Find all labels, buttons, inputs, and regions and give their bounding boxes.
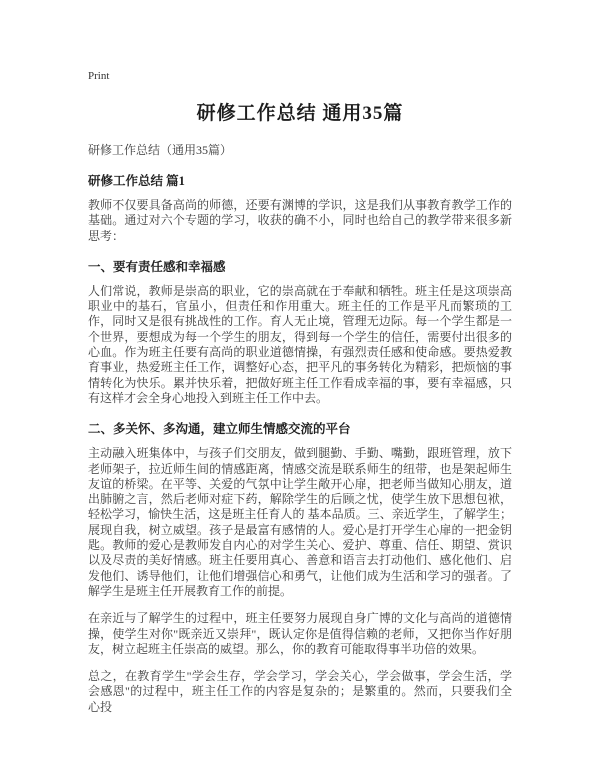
section-heading-1: 一、要有责任感和幸福感 [88, 259, 226, 274]
page-title: 研修工作总结 通用35篇 [196, 103, 404, 124]
section-heading-2: 二、多关怀、多沟通，建立师生情感交流的平台 [88, 422, 351, 437]
paragraph-summary: 总之，在教育学生"学会生存，学会学习，学会关心，学会做事，学会生活，学会感恩"的过程中，班主任工作的内容是复杂的；是繁重的。然而，只要我们全心投 [88, 669, 512, 714]
section-heading-part1: 研修工作总结 篇1 [88, 174, 185, 188]
paragraph-closeness: 在亲近与了解学生的过程中，班主任要努力展现自身广博的文化与高尚的道德情操，使学生对你"既亲近又崇拜"，既认定你是值得信赖的老师，又把你当作好朋友，树立起班主任崇高的威望。那么，你的教育可能取得事半功倍的效果。 [88, 611, 512, 656]
paragraph-responsibility: 人们常说，教师是崇高的职业，它的崇高就在于奉献和牺牲。班主任是这项崇高职业中的基石，官虽小，但责任和作用重大。班主任的工作是平凡而繁琐的工作，同时又是很有挑战性的工作。育人无止境，管理无边际。每一个学生都是一个世界，要想成为每一个学生的朋友，得到每一个学生的信任，需要付出很多的心血。作为班主任要有高尚的职业道德情操，有强烈责任感和使命感。要热爱教育事业，热爱班主任工作，调整好心态，把平凡的事务转化为精彩，把烦恼的事情转化为快乐。累并快乐着，把做好班主任工作看成幸福的事，要有幸福感，只有这样才会全身心地投入到班主任工作中去。 [88, 283, 512, 405]
paragraph-communication: 主动融入班集体中，与孩子们交朋友，做到腿勤、手勤、嘴勤，跟班管理，放下老师架子，拉近师生间的情感距离，情感交流是联系师生的纽带，也是架起师生友谊的桥梁。在平等、关爱的气氛中让学生敞开心扉，把老师当做知心朋友，道出肺腑之言，然后老师对症下药，解除学生的后顾之忧，使学生放下思想包袱，轻松学习，愉快生活，这是班主任育人的 基本品质。三、亲近学生，了解学生；展现自我，树立威望。孩子是最富有感情的人。爱心是打开学生心扉的一把金钥匙。教师的爱心是教师发自内心的对学生关心、爱护、尊重、信任、期望、赏识以及尽责的美好情感。班主任要用真心、善意和语言去打动他们、感化他们、启发他们、诱导他们，让他们增强信心和勇气，让他们成为生活和学习的强者。了解学生是班主任开展教育工作的前提。 [88, 446, 512, 598]
print-button[interactable]: Print [88, 70, 110, 82]
paragraph-intro: 教师不仅要具备高尚的师德，还要有渊博的学识，这是我们从事教育教学工作的基础。通过对六个专题的学习，收获的确不小，同时也给自己的教学带来很多新思考： [88, 198, 512, 243]
document-subtitle: 研修工作总结（通用35篇） [88, 143, 233, 157]
